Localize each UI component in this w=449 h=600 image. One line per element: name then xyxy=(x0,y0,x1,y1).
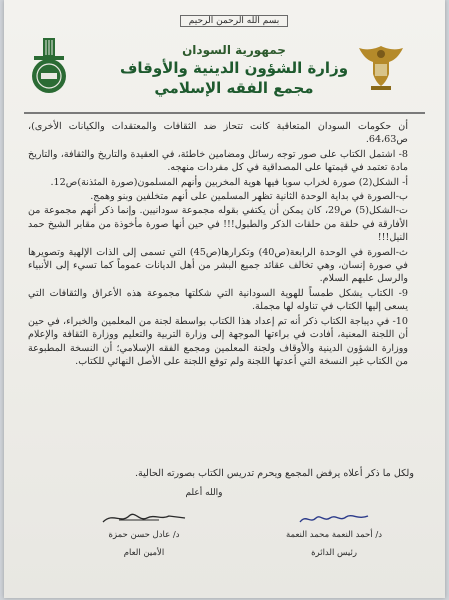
document-page xyxy=(4,0,445,598)
signatory-title: الأمين العام xyxy=(123,548,165,558)
letter-body xyxy=(28,120,408,369)
body-paragraph: ث-الصورة في الوحدة الرابعة(ص40) وتكرارها(ص45) التي تسمى إلى الذات الإلهية وتصويرها في صورة إنسان، وهي تخالف عقائد جميع البشر من أهل الديانات عموماً كما تسيء إلى الأنبياء والرسل عليهم السلام. xyxy=(28,246,408,285)
header-divider xyxy=(24,112,425,114)
handwritten-signature-icon xyxy=(294,510,374,528)
basmala-label: بسم الله الرحمن الرحيم xyxy=(180,15,288,27)
closing-statement: ولكل ما ذكر أعلاه يرفض المجمع ويحرم تدريس الكتاب بصورته الحالية. xyxy=(134,468,414,479)
signatory-name: د/ أحمد النعمة محمد النعمة xyxy=(285,530,383,540)
salutation: والله أعلم xyxy=(185,488,223,498)
body-paragraph: أ- الشكل(2) صورة لخراب سوبا فيها هوية المخربين وأنهم المسلمون(صورة المئذنة)ص12. xyxy=(50,176,408,188)
ministry-name: وزارة الشؤون الدينية والأوقاف xyxy=(119,59,349,77)
signature-block-secretary xyxy=(74,508,214,558)
body-paragraph: ت-الشكل(5) ص29، كان يمكن أن يكتفي بقوله مجموعة سودانيين. وإنما ذكر أنهم مجموعة من الأفارقة في حلقة من حلقات الذكر والطبول!!! في حين أنها صورة مأخوذة من مقابر الشيخ حمد النيل!!! xyxy=(28,205,408,244)
signature-block-head xyxy=(254,510,414,558)
body-paragraph: 8- اشتمل الكتاب على صور توجه رسائل ومضامين خاطئة، في العقيدة والتاريخ والثقافة، والتاريخ مادة تعتمد في قيمتها على المصداقية في كل مفردات منهجه. xyxy=(28,148,408,174)
coat-of-arms-icon xyxy=(355,40,407,92)
body-paragraph: 9- الكتاب يشكل طمساً للهوية السودانية التي شكلتها مجموعة هذه الأعراق والثقافات التي يسعى إليها الكتاب في تناوله لها مجملة. xyxy=(28,287,408,313)
body-paragraph: أن حكومات السودان المتعاقبة كانت تتحاز ضد الثقافات والمعتقدات والكيانات الأخرى)، ص64،63. xyxy=(28,121,408,146)
signatory-name: د/ عادل حسن حمزة xyxy=(108,530,180,540)
body-paragraph: 10- في ديباجة الكتاب ذكر أنه تم إعداد هذا الكتاب بواسطة لجنة من المعلمين والخبراء، في حين أن اللجنة المعنية، أفادت في براءتها الموجهة إلى وزارة التربية والتعليم ووزارة الثقافة والإعلام ووزارة الشؤون الدينية والأوقاف ولجنة المعلمين ومجمع الفقه الإسلامي؛ أن النسخة المطبوعة من الكتاب غير النسخة التي أعدتها اللجنة ولم توقع اللجنة على الأصل النهائي للكتاب. xyxy=(28,315,408,367)
academy-seal-icon xyxy=(26,36,72,96)
country-name: جمهورية السودان xyxy=(182,43,286,57)
body-paragraph: ب-الصورة في بداية الوحدة الثانية تظهر المسلمين على أنهم متخلفين وبنو وهمج. xyxy=(90,191,408,203)
signatory-title: رئيس الدائرة xyxy=(311,548,357,558)
academy-name: مجمع الفقه الإسلامي xyxy=(154,79,314,97)
handwritten-signature-icon xyxy=(99,508,189,528)
letterhead xyxy=(104,8,364,97)
